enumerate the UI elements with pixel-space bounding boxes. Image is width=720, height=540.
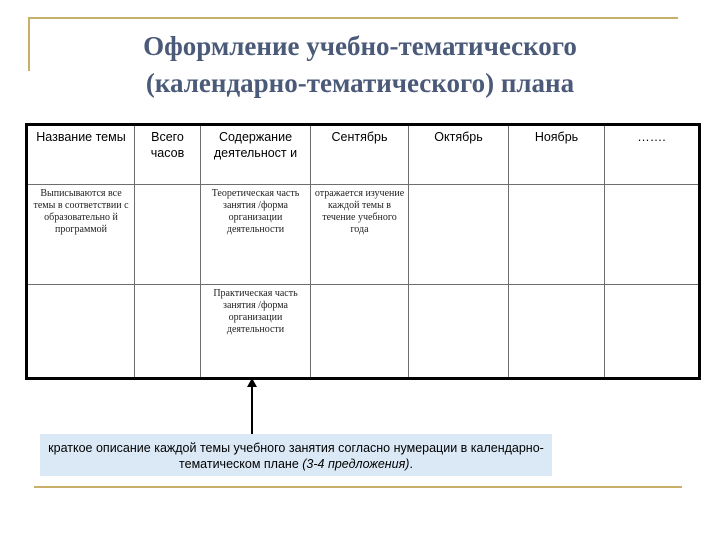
header-october: Октябрь xyxy=(409,125,509,185)
cell-september-note: отражается изучение каждой темы в течение учебного года xyxy=(311,185,409,285)
header-total-hours: Всего часов xyxy=(135,125,201,185)
decorative-line-bottom xyxy=(34,486,682,488)
cell-more-empty xyxy=(605,185,700,285)
cell-theory-part: Теоретическая часть занятия /форма организации деятельности xyxy=(201,185,311,285)
header-activity-content: Содержание деятельност и xyxy=(201,125,311,185)
table-header-row xyxy=(27,125,700,185)
decorative-line-top xyxy=(28,17,678,19)
cell-october-empty xyxy=(409,185,509,285)
note-end: . xyxy=(409,457,413,471)
cell-september-empty xyxy=(311,285,409,379)
cell-october-empty xyxy=(409,285,509,379)
title-line-1: Оформление учебно-тематического xyxy=(143,31,577,61)
cell-practice-part: Практическая часть занятия /форма организации деятельности xyxy=(201,285,311,379)
decorative-line-left xyxy=(28,17,30,71)
header-topic-name: Название темы xyxy=(27,125,135,185)
cell-topic-description: Выписываются все темы в соответствии с образовательно й программой xyxy=(27,185,135,285)
table-row xyxy=(27,185,700,285)
header-september: Сентябрь xyxy=(311,125,409,185)
header-november: Ноябрь xyxy=(509,125,605,185)
header-ellipsis: ……. xyxy=(605,125,700,185)
title-line-2: (календарно-тематического) плана xyxy=(145,68,575,98)
cell-november-empty xyxy=(509,285,605,379)
plan-table xyxy=(25,123,701,380)
slide-title xyxy=(40,28,680,102)
note-text: краткое описание каждой темы учебного занятия согласно нумерации в календарно-тематическом плане xyxy=(48,441,544,471)
table-row xyxy=(27,285,700,379)
cell-topic-empty xyxy=(27,285,135,379)
cell-more-empty xyxy=(605,285,700,379)
note-italic: (3-4 предложения) xyxy=(302,457,410,471)
arrow-line xyxy=(251,384,253,436)
cell-hours-empty xyxy=(135,185,201,285)
cell-november-empty xyxy=(509,185,605,285)
cell-hours-empty xyxy=(135,285,201,379)
note-box xyxy=(40,434,552,476)
